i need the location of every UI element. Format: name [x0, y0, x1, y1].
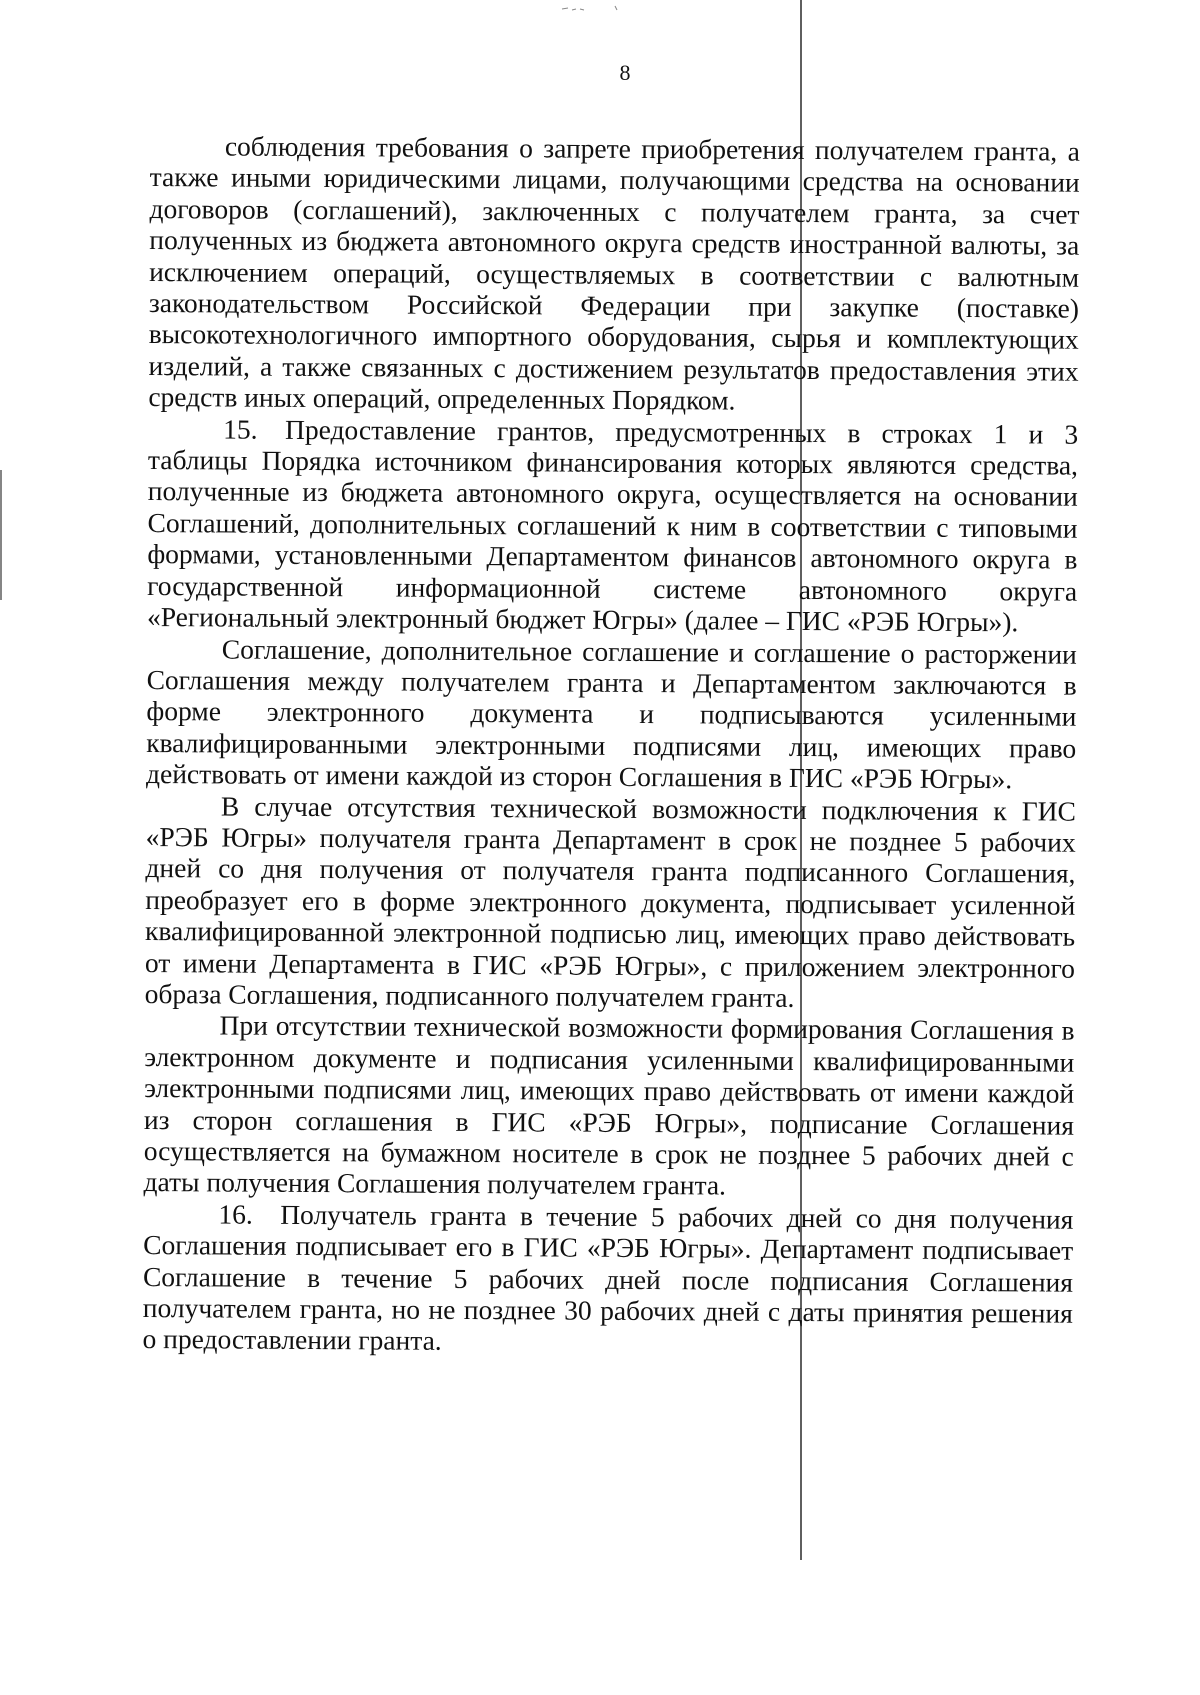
paragraph-item-16: 16. Получатель гранта в течение 5 рабочих дней со дня получения Соглашения подписывает его в ГИС «РЭБ Югры». Департамент подписывает Соглашение в течение 5 рабочих дней после подписания Соглашения получателем гранта, но не позднее 30 рабочих дней с даты принятия решения о предоставлении гранта.	[142, 1198, 1074, 1357]
document-body	[143, 130, 1080, 1361]
scan-speck-marks	[560, 4, 630, 12]
paragraph-agreement-signing: Соглашение, дополнительное соглашение и соглашение о расторжении Соглашения между получателем гранта и Департаментом заключаются в форме электронного документа и подписываются усиленными квалифицированными электронными подписями лиц, имеющих право действовать от имени каждой из сторон Соглашения в ГИС «РЭБ Югры».	[145, 632, 1077, 795]
paragraph-continuation: соблюдения требования о запрете приобретения получателем гранта, а также иными юридическими лицами, получающими средства на основании договоров (соглашений), заключенных с получателем гранта, за счет полученных из бюджета автономного округа средств иностранной валюты, за исключением операций, осуществляемых в соответствии с валютным законодательством Российской Федерации при закупке (поставке) высокотехнологичного импортного оборудования, сырья и комплектующих изделий, а также связанных с достижением результатов предоставления этих средств иных операций, определенных Порядком.	[148, 130, 1080, 416]
paragraph-no-connection-case: В случае отсутствия технической возможности подключения к ГИС «РЭБ Югры» получателя гранта Департамент в срок не позднее 5 рабочих дней со дня получения от получателя гранта подписанного Соглашения, преобразует его в форме электронного документа, подписывает усиленной квалифицированной электронной подписью лиц, имеющих право действовать от имени Департамента в ГИС «РЭБ Югры», с приложением электронного образа Соглашения, подписанного получателем гранта.	[144, 789, 1076, 1013]
scan-left-edge-mark	[0, 470, 2, 600]
page-number: 8	[619, 60, 631, 85]
paragraph-item-15: 15. Предоставление грантов, предусмотренных в строках 1 и 3 таблицы Порядка источником финансирования которых являются средства, полученные из бюджета автономного округа, осуществляется на основании Соглашений, дополнительных соглашений к ним в соответствии с типовыми формами, установленными Департаментом финансов автономного округа в государственной информационной системе автономного округа «Региональный электронный бюджет Югры» (далее – ГИС «РЭБ Югры»).	[146, 413, 1079, 638]
paragraph-paper-signing: При отсутствии технической возможности формирования Соглашения в электронном документе и подписания усиленными квалифицированными электронными подписями лиц, имеющих право действовать от имени каждой из сторон соглашения в ГИС «РЭБ Югры», подписание Соглашения осуществляется на бумажном носителе в срок не позднее 5 рабочих дней с даты получения Соглашения получателем гранта.	[143, 1009, 1075, 1201]
